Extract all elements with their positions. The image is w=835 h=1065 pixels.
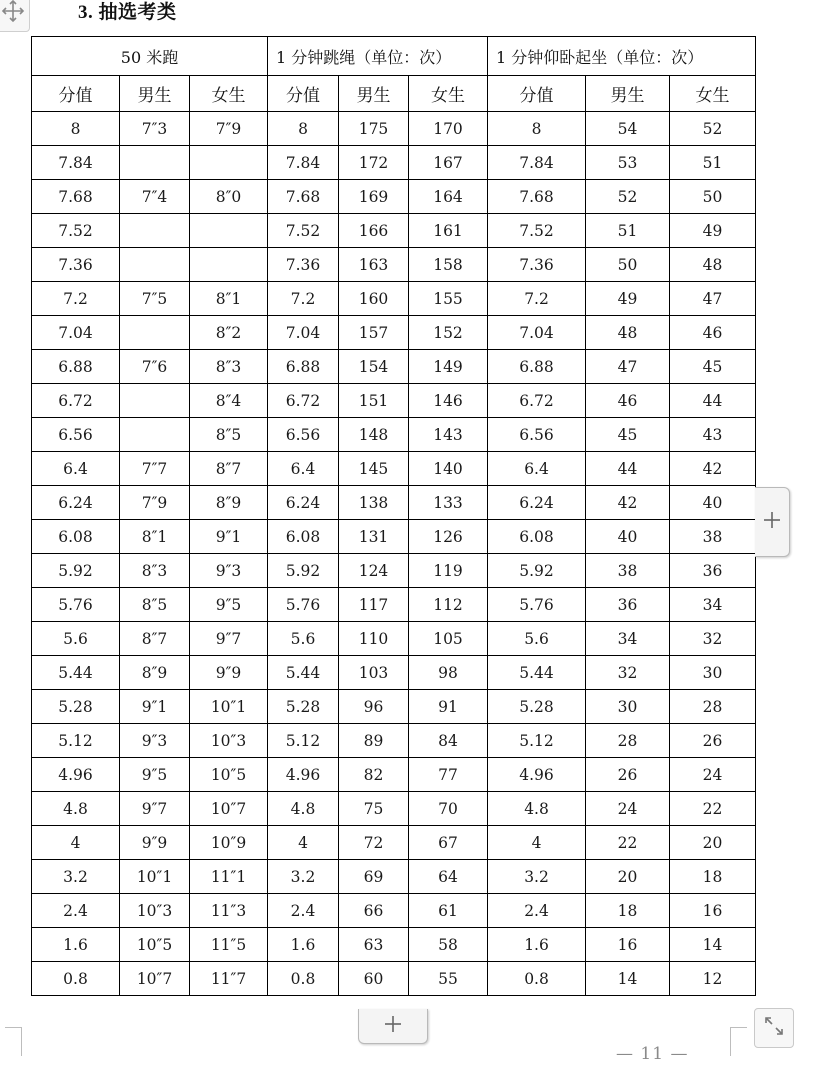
- table-cell: 143: [409, 418, 488, 452]
- column-header: 女生: [190, 76, 268, 112]
- table-cell: 48: [670, 248, 756, 282]
- table-cell: 46: [586, 384, 670, 418]
- table-cell: 146: [409, 384, 488, 418]
- table-cell: 6.08: [488, 520, 586, 554]
- table-cell: 9″9: [120, 826, 190, 860]
- table-cell: 112: [409, 588, 488, 622]
- table-cell: 43: [670, 418, 756, 452]
- table-cell: 7″7: [120, 452, 190, 486]
- table-cell: 3.2: [268, 860, 339, 894]
- table-row: [32, 792, 756, 826]
- column-header: 男生: [586, 76, 670, 112]
- table-cell: 140: [409, 452, 488, 486]
- table-cell: 18: [670, 860, 756, 894]
- table-cell: [120, 316, 190, 350]
- table-cell: 6.56: [488, 418, 586, 452]
- table-cell: [190, 146, 268, 180]
- table-cell: 166: [339, 214, 409, 248]
- table-move-handle[interactable]: [0, 0, 30, 32]
- score-table: [31, 36, 756, 996]
- add-column-button[interactable]: [755, 487, 790, 557]
- table-cell: 4: [32, 826, 120, 860]
- table-cell: 72: [339, 826, 409, 860]
- table-cell: 58: [409, 928, 488, 962]
- plus-icon: [384, 1015, 402, 1037]
- table-cell: 119: [409, 554, 488, 588]
- table-cell: [120, 248, 190, 282]
- table-cell: 12: [670, 962, 756, 996]
- table-cell: 55: [409, 962, 488, 996]
- table-cell: 7.04: [268, 316, 339, 350]
- table-cell: 69: [339, 860, 409, 894]
- table-cell: 0.8: [32, 962, 120, 996]
- table-cell: 42: [586, 486, 670, 520]
- table-cell: 52: [670, 112, 756, 146]
- table-cell: 124: [339, 554, 409, 588]
- page-corner-mark-right: [730, 1027, 747, 1056]
- table-row: [32, 282, 756, 316]
- table-cell: 49: [586, 282, 670, 316]
- table-cell: 5.44: [268, 656, 339, 690]
- table-cell: 22: [586, 826, 670, 860]
- table-cell: 3.2: [488, 860, 586, 894]
- table-row: [32, 214, 756, 248]
- table-cell: 9″3: [190, 554, 268, 588]
- table-cell: 9″1: [120, 690, 190, 724]
- table-cell: 105: [409, 622, 488, 656]
- table-cell: 7″4: [120, 180, 190, 214]
- table-cell: 8″1: [120, 520, 190, 554]
- table-cell: 47: [670, 282, 756, 316]
- table-cell: 51: [670, 146, 756, 180]
- table-cell: 6.88: [488, 350, 586, 384]
- table-row: [32, 826, 756, 860]
- table-cell: 8″2: [190, 316, 268, 350]
- table-cell: 77: [409, 758, 488, 792]
- column-header: 分值: [488, 76, 586, 112]
- table-cell: 10″3: [120, 894, 190, 928]
- table-cell: 45: [670, 350, 756, 384]
- table-cell: 172: [339, 146, 409, 180]
- table-row: [32, 656, 756, 690]
- table-cell: 9″5: [190, 588, 268, 622]
- table-cell: 6.88: [32, 350, 120, 384]
- table-cell: 6.72: [32, 384, 120, 418]
- table-cell: 28: [670, 690, 756, 724]
- table-cell: 61: [409, 894, 488, 928]
- table-cell: 161: [409, 214, 488, 248]
- table-cell: 4.8: [268, 792, 339, 826]
- table-cell: 1.6: [32, 928, 120, 962]
- table-cell: 50: [670, 180, 756, 214]
- table-cell: 9″7: [190, 622, 268, 656]
- table-cell: 8″4: [190, 384, 268, 418]
- table-cell: 4.96: [488, 758, 586, 792]
- table-cell: 7.2: [32, 282, 120, 316]
- table-cell: 42: [670, 452, 756, 486]
- table-cell: 63: [339, 928, 409, 962]
- table-cell: 6.4: [488, 452, 586, 486]
- table-cell: 67: [409, 826, 488, 860]
- table-cell: 7.52: [488, 214, 586, 248]
- table-cell: 82: [339, 758, 409, 792]
- table-cell: 8″7: [190, 452, 268, 486]
- table-cell: 38: [670, 520, 756, 554]
- table-cell: 30: [670, 656, 756, 690]
- table-cell: 30: [586, 690, 670, 724]
- table-cell: 40: [586, 520, 670, 554]
- table-cell: 9″9: [190, 656, 268, 690]
- table-cell: 8: [268, 112, 339, 146]
- table-cell: 10″5: [190, 758, 268, 792]
- table-cell: 7.2: [488, 282, 586, 316]
- table-cell: 8: [488, 112, 586, 146]
- table-cell: 50: [586, 248, 670, 282]
- table-row: [32, 350, 756, 384]
- table-cell: 6.24: [268, 486, 339, 520]
- table-cell: 6.56: [268, 418, 339, 452]
- table-cell: 84: [409, 724, 488, 758]
- table-cell: [120, 384, 190, 418]
- table-cell: [190, 214, 268, 248]
- table-cell: 6.08: [32, 520, 120, 554]
- group-header-row: [32, 37, 756, 76]
- table-cell: 11″7: [190, 962, 268, 996]
- table-cell: 167: [409, 146, 488, 180]
- table-row: [32, 146, 756, 180]
- table-cell: 70: [409, 792, 488, 826]
- table-cell: 157: [339, 316, 409, 350]
- table-cell: 7.36: [488, 248, 586, 282]
- table-cell: 164: [409, 180, 488, 214]
- table-cell: 38: [586, 554, 670, 588]
- table-cell: 7.36: [32, 248, 120, 282]
- table-cell: 5.12: [488, 724, 586, 758]
- table-cell: 44: [586, 452, 670, 486]
- table-cell: 7″6: [120, 350, 190, 384]
- table-cell: 51: [586, 214, 670, 248]
- table-cell: 7.84: [268, 146, 339, 180]
- table-cell: 8: [32, 112, 120, 146]
- table-cell: 20: [670, 826, 756, 860]
- table-cell: 47: [586, 350, 670, 384]
- table-cell: 5.92: [488, 554, 586, 588]
- table-cell: 145: [339, 452, 409, 486]
- table-cell: 10″5: [120, 928, 190, 962]
- table-row: [32, 520, 756, 554]
- table-cell: 155: [409, 282, 488, 316]
- table-cell: 4.96: [268, 758, 339, 792]
- table-row: [32, 894, 756, 928]
- table-resize-handle[interactable]: [754, 1008, 794, 1048]
- table-cell: 9″3: [120, 724, 190, 758]
- table-cell: 7.52: [32, 214, 120, 248]
- table-row: [32, 248, 756, 282]
- table-cell: 6.72: [268, 384, 339, 418]
- plus-icon: [763, 511, 781, 533]
- table-row: [32, 928, 756, 962]
- table-cell: 52: [586, 180, 670, 214]
- table-cell: 5.44: [32, 656, 120, 690]
- table-cell: 49: [670, 214, 756, 248]
- table-cell: 40: [670, 486, 756, 520]
- table-cell: 170: [409, 112, 488, 146]
- table-cell: 7.68: [488, 180, 586, 214]
- table-cell: 148: [339, 418, 409, 452]
- table-cell: 32: [586, 656, 670, 690]
- column-header: 女生: [409, 76, 488, 112]
- table-cell: 32: [670, 622, 756, 656]
- table-cell: 5.6: [488, 622, 586, 656]
- table-cell: 0.8: [488, 962, 586, 996]
- table-cell: 8″3: [190, 350, 268, 384]
- table-cell: 6.56: [32, 418, 120, 452]
- table-cell: 7″3: [120, 112, 190, 146]
- table-cell: [120, 146, 190, 180]
- table-cell: 9″7: [120, 792, 190, 826]
- group-header-sit-ups: 1 分钟仰卧起坐（单位：次）: [488, 37, 756, 76]
- table-cell: 4: [268, 826, 339, 860]
- table-cell: 10″1: [120, 860, 190, 894]
- table-cell: 7.04: [488, 316, 586, 350]
- table-cell: 6.4: [32, 452, 120, 486]
- table-cell: 138: [339, 486, 409, 520]
- table-cell: 160: [339, 282, 409, 316]
- table-cell: 7.2: [268, 282, 339, 316]
- table-row: [32, 180, 756, 214]
- column-header: 分值: [32, 76, 120, 112]
- table-row: [32, 758, 756, 792]
- table-cell: 34: [586, 622, 670, 656]
- table-cell: 5.76: [488, 588, 586, 622]
- table-cell: 16: [586, 928, 670, 962]
- add-row-button[interactable]: [358, 1009, 428, 1044]
- table-cell: 103: [339, 656, 409, 690]
- group-header-50m-run: 50 米跑: [32, 37, 268, 76]
- table-cell: 16: [670, 894, 756, 928]
- table-cell: 1.6: [268, 928, 339, 962]
- table-row: [32, 860, 756, 894]
- table-cell: 5.6: [32, 622, 120, 656]
- resize-diagonal-icon: [762, 1014, 786, 1042]
- table-cell: 26: [586, 758, 670, 792]
- table-cell: 8″1: [190, 282, 268, 316]
- table-cell: 151: [339, 384, 409, 418]
- table-cell: 117: [339, 588, 409, 622]
- table-cell: 8″9: [120, 656, 190, 690]
- table-cell: 4.8: [32, 792, 120, 826]
- table-cell: 34: [670, 588, 756, 622]
- table-cell: 10″3: [190, 724, 268, 758]
- table-cell: 60: [339, 962, 409, 996]
- table-cell: 154: [339, 350, 409, 384]
- table-cell: 36: [670, 554, 756, 588]
- table-cell: 10″1: [190, 690, 268, 724]
- section-title: 3. 抽选考类: [78, 2, 177, 23]
- table-cell: 4: [488, 826, 586, 860]
- table-cell: 20: [586, 860, 670, 894]
- table-cell: 5.28: [488, 690, 586, 724]
- table-cell: 46: [670, 316, 756, 350]
- table-cell: 10″7: [120, 962, 190, 996]
- table-cell: 9″5: [120, 758, 190, 792]
- column-header-row: [32, 76, 756, 112]
- table-row: [32, 588, 756, 622]
- table-cell: 5.76: [268, 588, 339, 622]
- table-row: [32, 316, 756, 350]
- table-cell: 26: [670, 724, 756, 758]
- table-row: [32, 690, 756, 724]
- table-cell: 8″7: [120, 622, 190, 656]
- table-cell: 126: [409, 520, 488, 554]
- table-row: [32, 452, 756, 486]
- table-row: [32, 418, 756, 452]
- table-cell: 11″3: [190, 894, 268, 928]
- table-cell: 6.88: [268, 350, 339, 384]
- table-cell: 169: [339, 180, 409, 214]
- table-cell: 54: [586, 112, 670, 146]
- table-cell: 7.84: [488, 146, 586, 180]
- table-cell: 5.28: [268, 690, 339, 724]
- table-row: [32, 112, 756, 146]
- table-cell: 131: [339, 520, 409, 554]
- table-cell: 24: [586, 792, 670, 826]
- table-cell: 10″9: [190, 826, 268, 860]
- table-cell: 64: [409, 860, 488, 894]
- table-cell: [120, 418, 190, 452]
- table-cell: 2.4: [488, 894, 586, 928]
- table-cell: 48: [586, 316, 670, 350]
- table-cell: 5.44: [488, 656, 586, 690]
- table-cell: 96: [339, 690, 409, 724]
- table-cell: 4.96: [32, 758, 120, 792]
- table-cell: 8″9: [190, 486, 268, 520]
- table-cell: 7″5: [120, 282, 190, 316]
- page-corner-mark-left: [5, 1027, 22, 1056]
- table-cell: 2.4: [268, 894, 339, 928]
- table-cell: [120, 214, 190, 248]
- table-cell: 18: [586, 894, 670, 928]
- table-cell: 7.04: [32, 316, 120, 350]
- table-cell: 175: [339, 112, 409, 146]
- table-cell: 8″5: [120, 588, 190, 622]
- table-cell: 8″5: [190, 418, 268, 452]
- table-cell: 7.68: [268, 180, 339, 214]
- table-cell: 163: [339, 248, 409, 282]
- table-row: [32, 384, 756, 418]
- table-cell: 22: [670, 792, 756, 826]
- table-cell: 158: [409, 248, 488, 282]
- table-cell: 11″5: [190, 928, 268, 962]
- table-cell: 7″9: [120, 486, 190, 520]
- table-cell: 110: [339, 622, 409, 656]
- page-number: — 11 —: [616, 1044, 689, 1064]
- table-cell: 9″1: [190, 520, 268, 554]
- table-cell: 7.52: [268, 214, 339, 248]
- table-cell: 53: [586, 146, 670, 180]
- table-cell: 0.8: [268, 962, 339, 996]
- table-cell: 7.68: [32, 180, 120, 214]
- table-cell: 5.76: [32, 588, 120, 622]
- table-cell: 6.72: [488, 384, 586, 418]
- table-cell: 89: [339, 724, 409, 758]
- move-arrows-icon: [0, 0, 26, 28]
- table-cell: 14: [586, 962, 670, 996]
- table-cell: [190, 248, 268, 282]
- table-row: [32, 554, 756, 588]
- table-row: [32, 724, 756, 758]
- table-cell: 6.4: [268, 452, 339, 486]
- table-cell: 5.6: [268, 622, 339, 656]
- table-cell: 152: [409, 316, 488, 350]
- table-cell: 5.12: [268, 724, 339, 758]
- table-cell: 14: [670, 928, 756, 962]
- table-cell: 6.24: [488, 486, 586, 520]
- table-cell: 36: [586, 588, 670, 622]
- table-cell: 91: [409, 690, 488, 724]
- table-cell: 3.2: [32, 860, 120, 894]
- table-cell: 133: [409, 486, 488, 520]
- table-cell: 8″0: [190, 180, 268, 214]
- table-cell: 98: [409, 656, 488, 690]
- table-cell: 4.8: [488, 792, 586, 826]
- table-cell: 66: [339, 894, 409, 928]
- table-cell: 6.08: [268, 520, 339, 554]
- table-cell: 7″9: [190, 112, 268, 146]
- table-cell: 5.12: [32, 724, 120, 758]
- table-cell: 5.92: [268, 554, 339, 588]
- table-cell: 75: [339, 792, 409, 826]
- table-cell: 8″3: [120, 554, 190, 588]
- table-row: [32, 486, 756, 520]
- table-cell: 1.6: [488, 928, 586, 962]
- table-cell: 11″1: [190, 860, 268, 894]
- table-cell: 5.28: [32, 690, 120, 724]
- table-cell: 2.4: [32, 894, 120, 928]
- table-cell: 149: [409, 350, 488, 384]
- column-header: 女生: [670, 76, 756, 112]
- table-cell: 28: [586, 724, 670, 758]
- table-cell: 45: [586, 418, 670, 452]
- table-cell: 24: [670, 758, 756, 792]
- table-row: [32, 622, 756, 656]
- column-header: 男生: [339, 76, 409, 112]
- table-cell: 5.92: [32, 554, 120, 588]
- table-cell: 7.84: [32, 146, 120, 180]
- table-cell: 44: [670, 384, 756, 418]
- table-row: [32, 962, 756, 996]
- column-header: 男生: [120, 76, 190, 112]
- column-header: 分值: [268, 76, 339, 112]
- table-cell: 6.24: [32, 486, 120, 520]
- table-cell: 10″7: [190, 792, 268, 826]
- table-cell: 7.36: [268, 248, 339, 282]
- group-header-jump-rope: 1 分钟跳绳（单位：次）: [268, 37, 488, 76]
